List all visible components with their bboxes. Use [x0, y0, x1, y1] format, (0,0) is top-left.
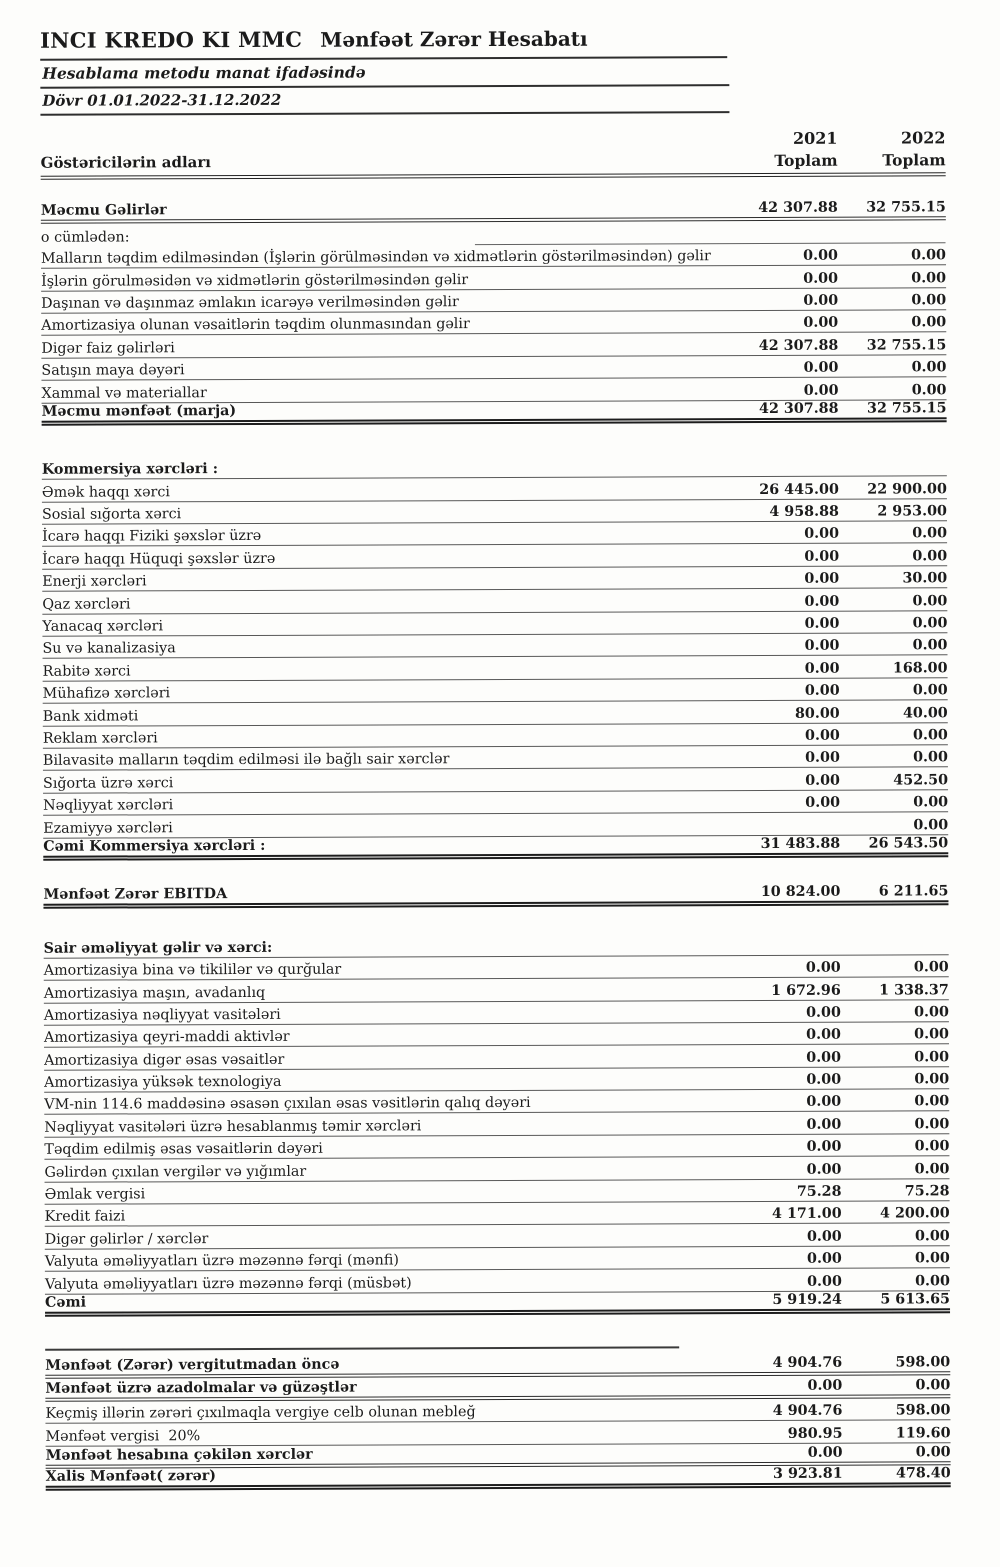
table-row: [45, 1353, 950, 1379]
row-label: İcarə haqqı Hüquqi şəxslər üzrə: [42, 549, 727, 568]
row-label: Mühafizə xərcləri: [43, 683, 728, 702]
row-label: Yanacaq xərcləri: [42, 616, 727, 635]
value-2022: 0.00: [841, 1161, 949, 1177]
row-label: Valyuta əməliyyatları üzrə məzənnə fərqi (mənfi): [45, 1251, 730, 1270]
year-2022: 2022: [837, 128, 945, 147]
row-label: Xalis Mənfəət( zərər): [46, 1466, 731, 1485]
value-2021: 0.00: [728, 795, 840, 811]
value-2021: 5 919.24: [730, 1292, 842, 1308]
row-label: Cəmi Kommersiya xərcləri :: [43, 836, 728, 855]
indicator-column-header: Göstəricilərin adları: [41, 151, 726, 173]
value-2021: 980.95: [730, 1425, 842, 1441]
value-2022: 32 755.15: [838, 200, 946, 216]
value-2021: 42 307.88: [726, 337, 838, 353]
value-2021: 0.00: [729, 1005, 841, 1021]
value-2022: 0.00: [842, 1228, 950, 1244]
value-2022: 0.00: [840, 727, 948, 743]
row-label: Amortizasiya maşın, avadanlıq: [44, 983, 729, 1002]
value-2022: 598.00: [842, 1402, 950, 1418]
value-2022: 168.00: [840, 660, 948, 676]
value-2022: 0.00: [841, 1004, 949, 1020]
value-2021: 42 307.88: [727, 401, 839, 417]
row-label: Amortizasiya nəqliyyat vasitələri: [44, 1005, 729, 1024]
row-label: Digər gəlirlər / xərclər: [45, 1229, 730, 1248]
value-2022: 0.00: [842, 1377, 950, 1393]
row-label: Sığorta üzrə xərci: [43, 773, 728, 792]
row-label: Mənfəət vergisi 20%: [45, 1426, 730, 1445]
value-2022: 0.00: [842, 1250, 950, 1266]
row-label: İcarə haqqı Fiziki şəxslər üzrə: [42, 527, 727, 546]
value-2022: 0.00: [841, 1116, 949, 1132]
value-2021: 1 672.96: [729, 982, 841, 998]
row-label: Amortizasiya yüksək texnologiya: [44, 1072, 729, 1091]
row-label: Rabitə xərci: [43, 661, 728, 680]
value-2022: 0.00: [840, 750, 948, 766]
row-label: Mənfəət (Zərər) vergitutmadan öncə: [45, 1355, 730, 1374]
row-label: Sair əməliyyat gəlir və xərci:: [44, 938, 729, 957]
table-row: [43, 835, 948, 861]
value-2022: 0.00: [840, 817, 948, 833]
report-period: Dövr 01.01.2022-31.12.2022: [40, 86, 729, 116]
value-2021: 0.00: [726, 248, 838, 264]
value-2022: 0.00: [840, 794, 948, 810]
row-label: Daşınan və daşınmaz əmlakın icarəyə verilməsindən gəlir: [41, 293, 726, 312]
value-2022: 0.00: [838, 359, 946, 375]
value-2022: 0.00: [840, 682, 948, 698]
row-label: Cəmi: [45, 1292, 730, 1311]
table-row: [43, 883, 948, 909]
value-2021: 0.00: [728, 772, 840, 788]
value-2021: 4 904.76: [730, 1403, 842, 1419]
value-2022: 1 338.37: [841, 982, 949, 998]
row-label: Keçmiş illərin zərəri çıxılmaqla vergiye celb olunan mebleğ: [45, 1403, 730, 1422]
value-2021: 0.00: [729, 1049, 841, 1065]
value-2021: 3 923.81: [731, 1466, 843, 1482]
value-2021: 31 483.88: [728, 836, 840, 852]
value-2022: 0.00: [841, 1027, 949, 1043]
row-label: Sosial sığorta xərci: [42, 504, 727, 523]
value-2021: 0.00: [729, 1072, 841, 1088]
value-2021: 26 445.00: [727, 481, 839, 497]
table-body: [41, 198, 951, 1491]
value-2021: 4 904.76: [730, 1355, 842, 1371]
total-label-2022: Toplam: [838, 150, 946, 169]
value-2021: 0.00: [727, 593, 839, 609]
table-header: [41, 128, 946, 179]
value-2021: 0.00: [727, 526, 839, 542]
row-label: İşlərin görulməsidən və xidmətlərin göstərilməsindən gəlir: [41, 271, 726, 290]
value-2022: 40.00: [840, 705, 948, 721]
value-2022: 0.00: [838, 270, 946, 286]
value-2021: 0.00: [730, 1228, 842, 1244]
value-2021: 0.00: [729, 1139, 841, 1155]
value-2022: 0.00: [841, 1049, 949, 1065]
report-title: Mənfəət Zərər Hesabatı: [320, 27, 587, 52]
row-label: Mənfəət hesabına çəkilən xərclər: [46, 1445, 731, 1464]
value-2022: 0.00: [838, 382, 946, 398]
value-2022: 0.00: [839, 526, 947, 542]
row-label: Bank xidməti: [43, 706, 728, 725]
value-2021: 0.00: [731, 1445, 843, 1461]
value-2021: 0.00: [727, 571, 839, 587]
row-label: Ezamiyyə xərcləri: [43, 818, 728, 837]
value-2021: 0.00: [728, 661, 840, 677]
row-label: Valyuta əməliyyatları üzrə məzənnə fərqi (müsbət): [45, 1274, 730, 1293]
value-2021: 0.00: [726, 293, 838, 309]
value-2022: 26 543.50: [840, 835, 948, 851]
value-2022: 0.00: [838, 315, 946, 331]
value-2021: 0.00: [727, 638, 839, 654]
value-2021: 0.00: [726, 382, 838, 398]
row-label: Məcmu mənfəət (marja): [42, 401, 727, 420]
row-label: Nəqliyyat xərcləri: [43, 795, 728, 814]
value-2022: 5 613.65: [842, 1291, 950, 1307]
value-2021: 4 171.00: [730, 1206, 842, 1222]
value-2021: 80.00: [728, 705, 840, 721]
value-2022: 22 900.00: [839, 481, 947, 497]
value-2021: 0.00: [729, 1161, 841, 1177]
value-2022: 0.00: [839, 615, 947, 631]
row-label: Əmlak vergisi: [45, 1184, 730, 1203]
row-label: Amortizasiya digər əsas vəsaitlər: [44, 1050, 729, 1069]
row-label: Mənfəət Zərər EBITDA: [43, 884, 728, 903]
row-label: o cümlədən:: [41, 227, 726, 246]
value-2022: 32 755.15: [838, 337, 946, 353]
value-2021: 0.00: [729, 1027, 841, 1043]
value-2021: 0.00: [727, 616, 839, 632]
total-label-2021: Toplam: [726, 151, 838, 170]
row-label: Bilavasitə malların təqdim edilməsi ilə bağlı sair xərclər: [43, 751, 728, 770]
value-2022: 598.00: [842, 1355, 950, 1371]
table-row: [45, 1291, 950, 1317]
value-2021: 0.00: [726, 315, 838, 331]
value-2021: 0.00: [728, 728, 840, 744]
report-header: [40, 25, 727, 61]
row-label: Təqdim edilmiş əsas vəsaitlərin dəyəri: [44, 1139, 729, 1158]
value-2021: 0.00: [728, 683, 840, 699]
row-label: Reklam xərcləri: [43, 728, 728, 747]
value-2021: 0.00: [728, 750, 840, 766]
method-note: Hesablama metodu manat ifadəsində: [40, 58, 729, 89]
value-2022: 0.00: [841, 1094, 949, 1110]
value-2022: 0.00: [842, 1273, 950, 1289]
row-label: Malların təqdim edilməsindən (İşlərin görülməsindən və xidmətlərin göstərilməsindən) gəlir: [41, 248, 726, 267]
row-label: Qaz xərcləri: [42, 594, 727, 613]
value-2021: 42 307.88: [726, 200, 838, 216]
row-label: Su və kanalizasiya: [42, 639, 727, 658]
value-2021: 0.00: [730, 1251, 842, 1267]
row-label: Əmək haqqı xərci: [42, 482, 727, 501]
row-label: Digər faiz gəlirləri: [41, 338, 726, 357]
column-2021: [725, 129, 837, 170]
table-row: [42, 400, 947, 426]
value-2022: 452.50: [840, 772, 948, 788]
row-label: Kommersiya xərcləri :: [42, 459, 727, 478]
value-2021: 0.00: [726, 360, 838, 376]
value-2022: 0.00: [838, 292, 946, 308]
column-2022: [837, 128, 945, 169]
value-2022: 0.00: [841, 959, 949, 975]
value-2021: 0.00: [727, 549, 839, 565]
value-2022: 0.00: [841, 1139, 949, 1155]
year-2021: 2021: [725, 129, 837, 148]
row-label: Kredit faizi: [45, 1207, 730, 1226]
value-2022: 4 200.00: [842, 1206, 950, 1222]
row-label: Nəqliyyat vasitələri üzrə hesablanmış təmir xərcləri: [44, 1117, 729, 1136]
row-label: Xammal və materiallar: [41, 383, 726, 402]
row-label: Satışın maya dəyəri: [41, 360, 726, 379]
value-2021: 0.00: [729, 1094, 841, 1110]
table-row: [46, 1465, 951, 1491]
value-2022: 6 211.65: [840, 884, 948, 900]
row-label: Gəlirdən çıxılan vergilər və yığımlar: [44, 1162, 729, 1181]
value-2021: 4 958.88: [727, 504, 839, 520]
row-label: Enerji xərcləri: [42, 571, 727, 590]
value-2022: 2 953.00: [839, 503, 947, 519]
value-2022: 75.28: [842, 1183, 950, 1199]
value-2022: 119.60: [842, 1425, 950, 1441]
row-label: VM-nin 114.6 maddəsinə əsasən çıxılan əsas vəsitlərin qalıq dəyəri: [44, 1095, 729, 1114]
value-2021: 0.00: [730, 1273, 842, 1289]
value-2022: 32 755.15: [839, 400, 947, 416]
row-label: Məcmu Gəlirlər: [41, 201, 726, 220]
value-2022: 478.40: [843, 1466, 951, 1482]
row-label: Mənfəət üzrə azadolmalar və güzəştlər: [45, 1378, 730, 1397]
value-2021: 0.00: [726, 270, 838, 286]
value-2021: 0.00: [730, 1377, 842, 1393]
value-2021: 10 824.00: [728, 884, 840, 900]
row-label: Amortizasiya bina və tikililər və qurğular: [44, 960, 729, 979]
value-2022: 0.00: [843, 1444, 951, 1460]
value-2022: 0.00: [838, 247, 946, 263]
row-label: Amortizasiya qeyri-maddi aktivlər: [44, 1027, 729, 1046]
value-2021: 0.00: [729, 960, 841, 976]
value-2021: 0.00: [729, 1117, 841, 1133]
value-2022: 30.00: [839, 571, 947, 587]
value-2022: 0.00: [839, 548, 947, 564]
value-2022: 0.00: [841, 1071, 949, 1087]
value-2022: 0.00: [839, 593, 947, 609]
value-2022: 0.00: [839, 638, 947, 654]
company-name: INCI KREDO KI MMC: [40, 27, 302, 53]
value-2021: 75.28: [730, 1184, 842, 1200]
row-label: Amortizasiya olunan vəsaitlərin təqdim olunmasından gəlir: [41, 315, 726, 334]
